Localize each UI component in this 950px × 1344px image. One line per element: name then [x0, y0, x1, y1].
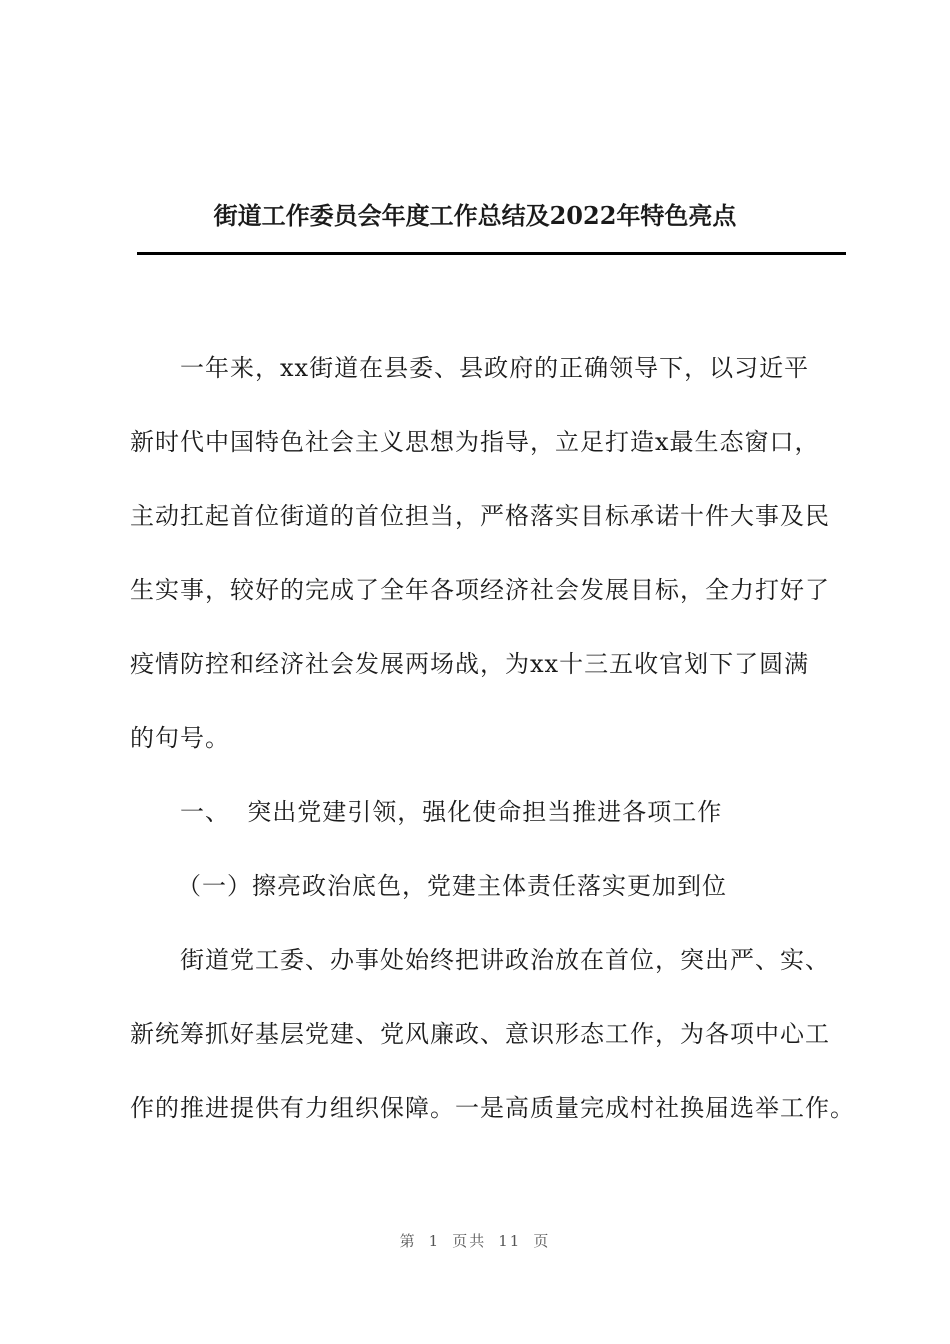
title-underline — [137, 252, 846, 255]
section-heading: 一、 突出党建引领，强化使命担当推进各项工作 — [180, 798, 723, 826]
paragraph-line: 作的推进提供有力组织保障。一是高质量完成村社换届选举工作。 — [130, 1094, 855, 1122]
document-body — [130, 350, 860, 1164]
subsection-heading: （一）擦亮政治底色，党建主体责任落实更加到位 — [177, 872, 727, 900]
paragraph-line: 街道党工委、办事处始终把讲政治放在首位，突出严、实、 — [180, 946, 830, 974]
footer-page-suffix: 页 — [533, 1232, 551, 1250]
paragraph-line: 的句号。 — [130, 724, 230, 752]
footer-page-number: 1 — [428, 1232, 441, 1250]
paragraph-line: 疫情防控和经济社会发展两场战，为xx十三五收官划下了圆满 — [130, 650, 810, 678]
footer-page-middle: 页共 — [452, 1232, 487, 1250]
paragraph-line: 主动扛起首位街道的首位担当，严格落实目标承诺十件大事及民 — [130, 502, 830, 530]
page-footer — [0, 1230, 950, 1251]
paragraph-line: 一年来，xx街道在县委、县政府的正确领导下，以习近平 — [180, 354, 810, 382]
paragraph-line: 生实事，较好的完成了全年各项经济社会发展目标，全力打好了 — [130, 576, 830, 604]
footer-page-prefix: 第 — [399, 1232, 417, 1250]
document-title: 街道工作委员会年度工作总结及2022年特色亮点 — [213, 201, 737, 230]
paragraph-line: 新统筹抓好基层党建、党风廉政、意识形态工作，为各项中心工 — [130, 1020, 830, 1048]
footer-total-pages: 11 — [498, 1232, 522, 1250]
paragraph-line: 新时代中国特色社会主义思想为指导，立足打造x最生态窗口， — [130, 428, 820, 456]
